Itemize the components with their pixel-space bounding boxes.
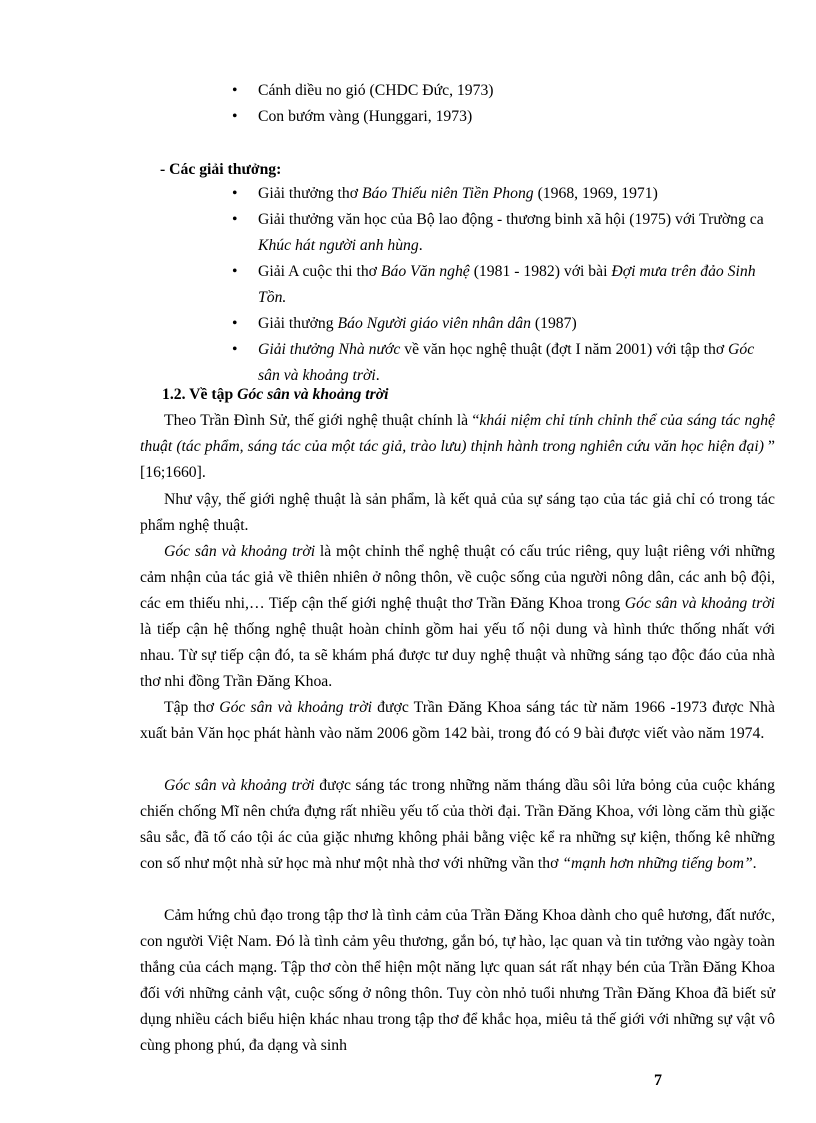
bullet-dot: • bbox=[232, 185, 238, 202]
award-item: Giải thưởng Báo Người giáo viên nhân dân (1987) bbox=[258, 315, 577, 332]
paragraph-6: Cảm hứng chủ đạo trong tập thơ là tình cảm của Trần Đăng Khoa dành cho quê hương, đất nước, con người Việt Nam. Đó là tình cảm yêu thương, gắn bó, tự hào, lạc quan và tin tưởng vào ngày toàn thắng của cách mạng. Tập thơ còn thể hiện một năng lực quan sát rất nhạy bén của Trần Đăng Khoa đối với những cảnh vật, cuộc sống ở nông thôn. Tuy còn nhỏ tuổi nhưng Trần Đăng Khoa đã biết sử dụng nhiều cách biểu hiện khác nhau trong tập thơ để khắc họa, miêu tả thế giới với những sự vật vô cùng phong phú, đa dạng và sinh bbox=[140, 907, 775, 1054]
bullet-dot: • bbox=[232, 108, 238, 125]
award-item: Giải thưởng văn học của Bộ lao động - thương binh xã hội (1975) với Trường ca Khúc hát người anh hùng. bbox=[258, 211, 764, 254]
paragraph-3: Góc sân và khoảng trời là một chỉnh thể nghệ thuật có cấu trúc riêng, quy luật riêng với những cảm nhận của tác giả về thiên nhiên ở nông thôn, về cuộc sống của người nông dân, các anh bộ đội, các em thiếu nhi,… Tiếp cận thế giới nghệ thuật thơ Trần Đăng Khoa trong Góc sân và khoảng trời là tiếp cận hệ thống nghệ thuật hoàn chỉnh gồm hai yếu tố nội dung và hình thức thống nhất với nhau. Từ sự tiếp cận đó, ta sẽ khám phá được tư duy nghệ thuật và những sáng tạo độc đáo của nhà thơ nhi đồng Trần Đăng Khoa. bbox=[140, 543, 775, 690]
list-item: Con bướm vàng (Hunggari, 1973) bbox=[258, 108, 473, 125]
paragraph-1: Theo Trần Đình Sử, thế giới nghệ thuật chính là “khái niệm chỉ tính chỉnh thể của sáng tác nghệ thuật (tác phẩm, sáng tác của một tác giả, trào lưu) thịnh hành trong nghiên cứu văn học hiện đại) ” [16;1660]. bbox=[140, 412, 776, 481]
award-item: Giải thưởng thơ Báo Thiếu niên Tiền Phong (1968, 1969, 1971) bbox=[258, 185, 658, 202]
award-item: Giải thưởng Nhà nước về văn học nghệ thuật (đợt I năm 2001) với tập thơ Góc sân và khoảng trời. bbox=[258, 341, 755, 384]
paragraph-2: Như vậy, thế giới nghệ thuật là sản phẩm, là kết quả của sự sáng tạo của tác giả chỉ có trong tác phẩm nghệ thuật. bbox=[140, 491, 775, 534]
award-item: Giải A cuộc thi thơ Báo Văn nghệ (1981 - 1982) với bài Đợi mưa trên đảo Sinh Tồn. bbox=[258, 263, 756, 306]
bullet-dot: • bbox=[232, 82, 238, 99]
section-heading: 1.2. Về tập Góc sân và khoảng trời bbox=[162, 386, 389, 403]
bullet-dot: • bbox=[232, 263, 238, 280]
bullet-dot: • bbox=[232, 315, 238, 332]
paragraph-4: Tập thơ Góc sân và khoảng trời được Trần Đăng Khoa sáng tác từ năm 1966 -1973 được Nhà xuất bản Văn học phát hành vào năm 2006 gồm 142 bài, trong đó có 9 bài được viết vào năm 1974. bbox=[140, 699, 775, 742]
page-number: 7 bbox=[654, 1072, 662, 1089]
awards-heading: - Các giải thưởng: bbox=[160, 161, 282, 178]
list-item: Cánh diều no gió (CHDC Đức, 1973) bbox=[258, 82, 494, 99]
paragraph-5: Góc sân và khoảng trời được sáng tác trong những năm tháng dầu sôi lửa bỏng của cuộc kháng chiến chống Mĩ nên chứa đựng rất nhiều yếu tố của thời đại. Trần Đăng Khoa, với lòng căm thù giặc sâu sắc, đã tố cáo tội ác của giặc nhưng không phải bằng việc kể ra những sự kiện, thống kê những con số như một nhà sử học mà như một nhà thơ với những vần thơ “mạnh hơn những tiếng bom”. bbox=[140, 777, 775, 872]
bullet-dot: • bbox=[232, 211, 238, 228]
bullet-dot: • bbox=[232, 341, 238, 358]
